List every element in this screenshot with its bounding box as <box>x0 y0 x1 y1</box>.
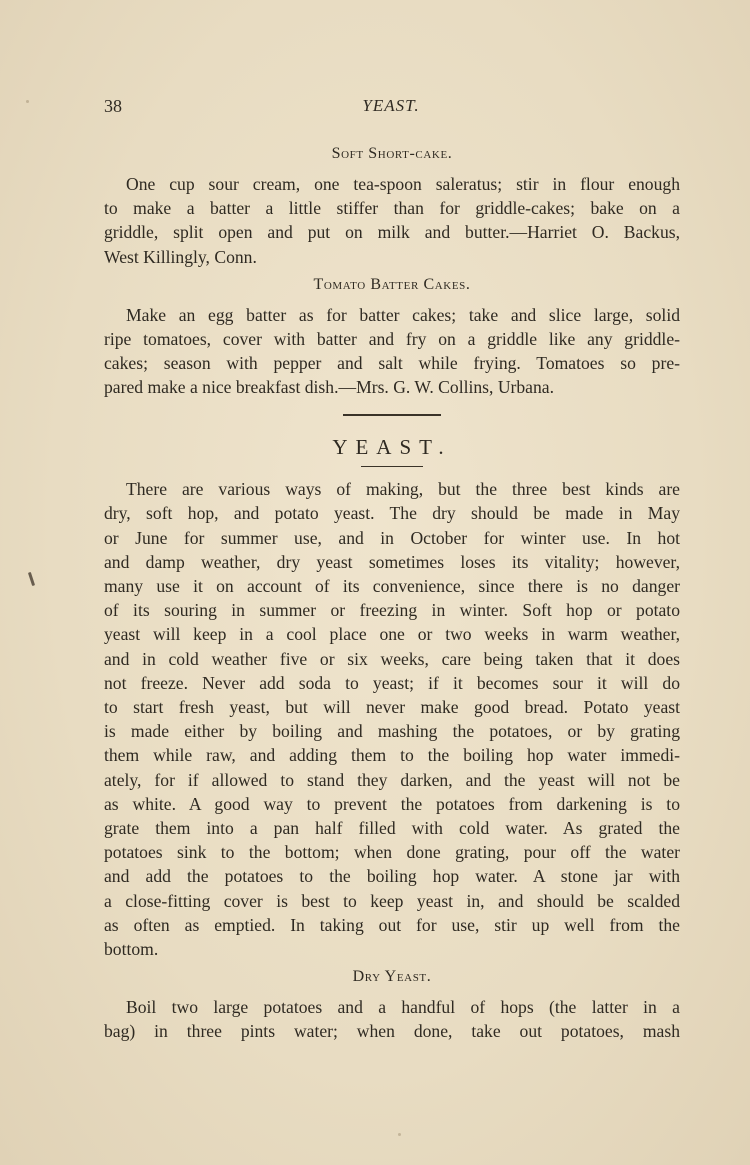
recipe-tomato-batter-cakes <box>104 303 680 400</box>
yeast-intro-paragraph <box>104 477 680 961</box>
text-line: There are various ways of making, but the three best kinds are <box>126 479 680 500</box>
text-line: and add the potatoes to the boiling hop water. A stone jar with <box>104 866 680 887</box>
heading-tomato-batter-cakes: Tomato Batter Cakes. <box>313 275 471 293</box>
text-line: them while raw, and adding them to the boiling hop water immedi- <box>104 745 680 766</box>
text-line: as white. A good way to prevent the potatoes from darkening is to <box>104 793 680 814</box>
text-line: Boil two large potatoes and a handful of hops (the latter in a <box>126 997 680 1018</box>
text-line: ately, for if allowed to stand they darken, and the yeast will not be <box>104 769 680 790</box>
speck <box>26 100 29 103</box>
text-line: cakes; season with pepper and salt while frying. Tomatoes so pre- <box>104 353 680 374</box>
text-line: yeast will keep in a cool place one or two weeks in warm weather, <box>104 624 680 645</box>
text-line: bottom. <box>104 938 159 959</box>
text-line: or June for summer use, and in October for winter use. In hot <box>104 527 680 548</box>
text-line: is made either by boiling and mashing the potatoes, or by grating <box>104 721 680 742</box>
text-line: West Killingly, Conn. <box>104 246 257 267</box>
section-title-yeast: YEAST. <box>332 434 452 459</box>
text-line: of its souring in summer or freezing in winter. Soft hop or potato <box>104 600 680 621</box>
text-line: potatoes sink to the bottom; when done grating, pour off the water <box>104 842 680 863</box>
divider-rule <box>343 414 441 416</box>
page-body <box>104 138 680 1044</box>
text-line: griddle, split open and put on milk and butter.—Harriet O. Backus, <box>104 222 680 243</box>
running-head: YEAST. <box>362 96 420 115</box>
text-line: Make an egg batter as for batter cakes; take and slice large, solid <box>126 304 680 325</box>
text-line: pared make a nice breakfast dish.—Mrs. G. W. Collins, Urbana. <box>104 377 554 398</box>
text-line: ripe tomatoes, cover with batter and fry on a griddle like any griddle- <box>104 329 680 350</box>
text-line: and damp weather, dry yeast sometimes loses its vitality; however, <box>104 551 680 572</box>
page-header <box>104 96 678 120</box>
page-number: 38 <box>104 96 122 116</box>
text-line: as often as emptied. In taking out for use, stir up well from the <box>104 914 680 935</box>
text-line: a close-fitting cover is best to keep yeast in, and should be scalded <box>104 890 680 911</box>
text-line: One cup sour cream, one tea-spoon saleratus; stir in flour enough <box>126 174 680 194</box>
speck <box>398 1133 401 1136</box>
recipe-dry-yeast <box>104 995 680 1043</box>
heading-dry-yeast: Dry Yeast. <box>352 968 432 986</box>
text-line: to make a batter a little stiffer than for griddle-cakes; bake on a <box>104 198 680 219</box>
ink-mark <box>28 572 35 586</box>
recipe-soft-shortcake <box>104 172 680 269</box>
text-line: dry, soft hop, and potato yeast. The dry should be made in May <box>104 503 680 524</box>
text-line: grate them into a pan half filled with cold water. As grated the <box>104 817 680 838</box>
text-line: many use it on account of its convenience, since there is no danger <box>104 575 680 596</box>
text-line: and in cold weather five or six weeks, care being taken that it does <box>104 648 680 669</box>
text-line: to start fresh yeast, but will never make good bread. Potato yeast <box>104 696 680 717</box>
text-line: not freeze. Never add soda to yeast; if it becomes sour it will do <box>104 672 680 693</box>
text-line: bag) in three pints water; when done, take out potatoes, mash <box>104 1021 680 1042</box>
heading-soft-shortcake: Soft Short-cake. <box>331 145 453 162</box>
